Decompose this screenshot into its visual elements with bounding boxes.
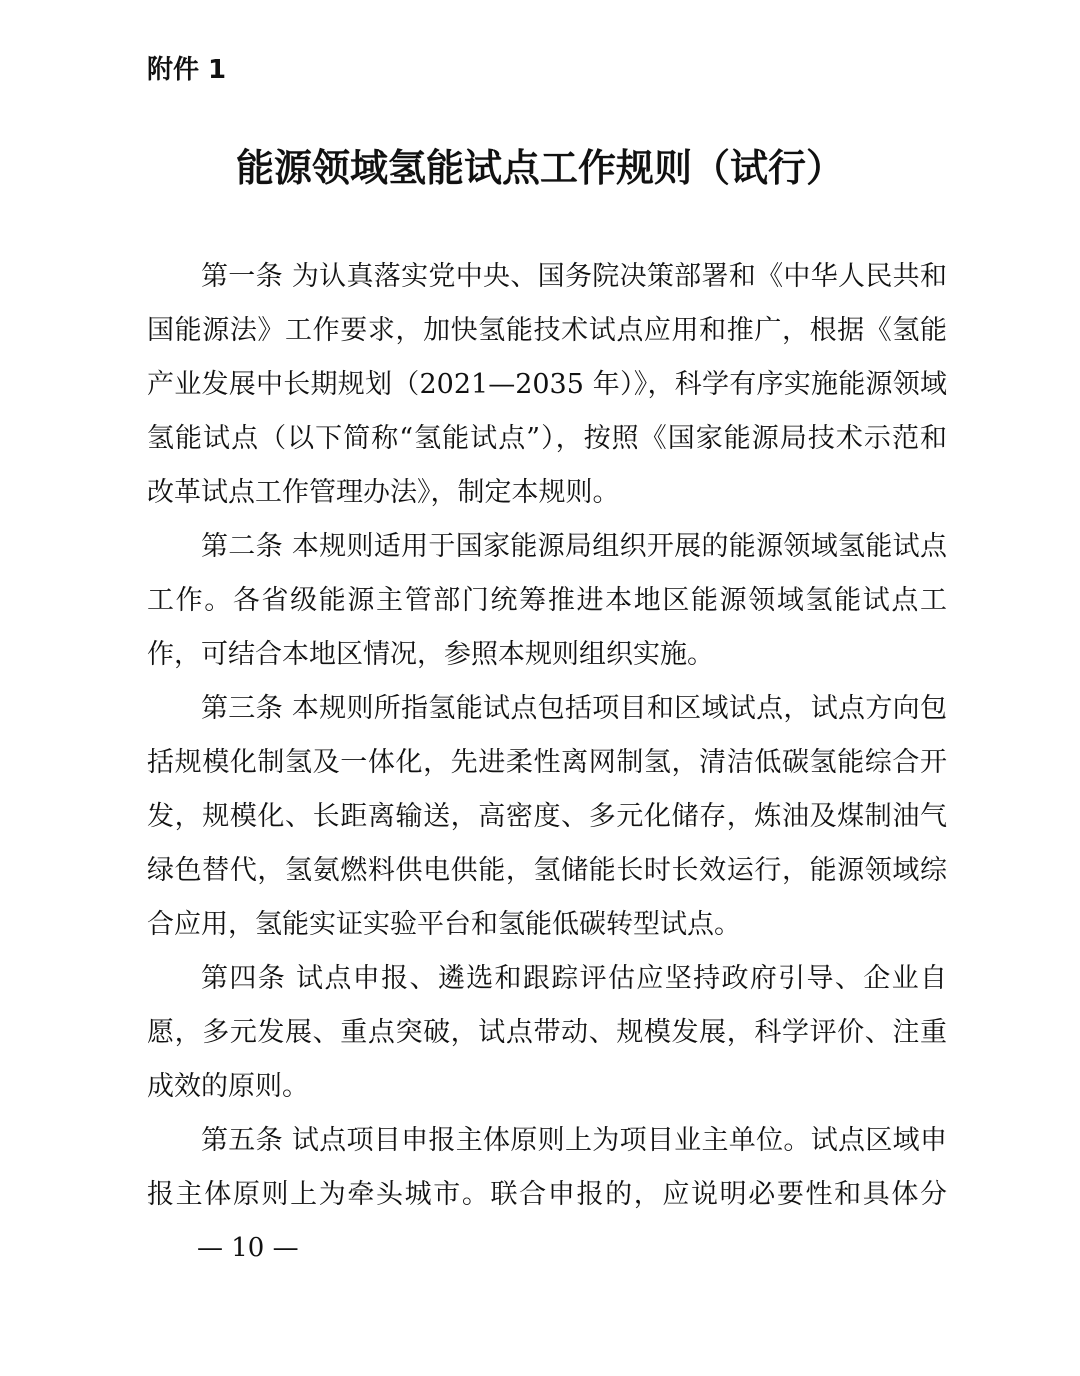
article-1-line-1: 第一条 为认真落实党中央、国务院决策部署和《中华人民共和	[201, 261, 947, 292]
article-3-line-4: 绿色替代，氢氨燃料供电供能，氢储能长时长效运行，能源领域综	[147, 855, 947, 886]
attachment-label: 附件 1	[147, 55, 227, 85]
article-3-line-1: 第三条 本规则所指氢能试点包括项目和区域试点，试点方向包	[201, 693, 947, 724]
article-3-line-3: 发，规模化、长距离输送，高密度、多元化储存，炼油及煤制油气	[147, 801, 947, 832]
article-1-line-4: 氢能试点（以下简称“氢能试点”），按照《国家能源局技术示范和	[147, 423, 947, 454]
article-3-line-5: 合应用，氢能实证实验平台和氢能低碳转型试点。	[147, 909, 741, 940]
article-1-line-2: 国能源法》工作要求，加快氢能技术试点应用和推广，根据《氢能	[147, 315, 947, 346]
article-4-line-3: 成效的原则。	[147, 1071, 309, 1102]
article-4-line-2: 愿，多元发展、重点突破，试点带动、规模发展，科学评价、注重	[147, 1017, 947, 1048]
document-body	[147, 250, 947, 1222]
article-1-line-3: 产业发展中长期规划（2021—2035 年）》，科学有序实施能源领域	[147, 369, 947, 400]
article-3-line-2: 括规模化制氢及一体化，先进柔性离网制氢，清洁低碳氢能综合开	[147, 747, 947, 778]
document-title: 能源领域氢能试点工作规则（试行）	[235, 146, 844, 190]
article-4-line-1: 第四条 试点申报、遴选和跟踪评估应坚持政府引导、企业自	[201, 963, 947, 994]
article-2-line-1: 第二条 本规则适用于国家能源局组织开展的能源领域氢能试点	[201, 531, 947, 562]
article-2-line-2: 工作。各省级能源主管部门统筹推进本地区能源领域氢能试点工	[147, 585, 947, 616]
article-5-line-1: 第五条 试点项目申报主体原则上为项目业主单位。试点区域申	[201, 1125, 947, 1156]
page-number: — 10 —	[197, 1233, 299, 1263]
article-5-line-2: 报主体原则上为牵头城市。联合申报的，应说明必要性和具体分	[147, 1179, 947, 1210]
article-2-line-3: 作，可结合本地区情况，参照本规则组织实施。	[147, 639, 714, 670]
article-1-line-5: 改革试点工作管理办法》，制定本规则。	[147, 477, 620, 508]
